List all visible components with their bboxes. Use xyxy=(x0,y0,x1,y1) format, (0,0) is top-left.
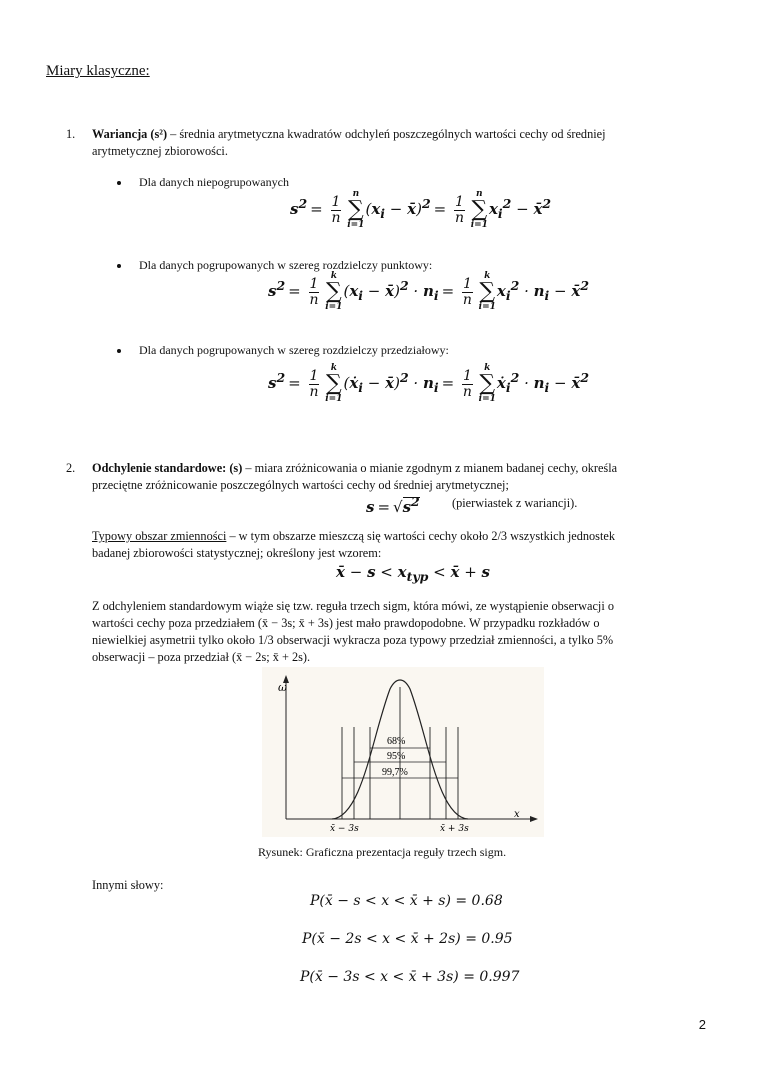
formula-std-dev-note: (pierwiastek z wariancji). xyxy=(452,496,578,510)
bullet-text: Dla danych pogrupowanych w szereg rozdzielczy punktowy: xyxy=(139,258,433,272)
band-95-label: 95% xyxy=(387,751,406,762)
three-sigma-line3: niewielkiej asymetrii tylko około 1/3 obserwacji wykracza poza typowy przedział zmienności, a tylko 5% xyxy=(92,633,614,647)
in-other-words: Innymi słowy: xyxy=(92,878,164,892)
probability-1s: P(x̄ − s < x < x̄ + s) = 0.68 xyxy=(310,893,503,909)
three-sigma-paragraph xyxy=(92,598,706,666)
three-sigma-figure xyxy=(262,667,544,837)
item-1-symbol: (s²) xyxy=(150,127,168,141)
three-sigma-line1: Z odchyleniem standardowym wiąże się tzw. reguła trzech sigm, która mówi, ze wystąpienie obserwacji o xyxy=(92,599,614,613)
bullet-text: Dla danych pogrupowanych w szereg rozdzielczy przedziałowy: xyxy=(139,343,449,357)
right-tick-label: x̄ + 3s xyxy=(440,824,469,834)
figure-caption: Rysunek: Graficzna prezentacja reguły trzech sigm. xyxy=(258,845,507,859)
x-axis-label: x xyxy=(514,809,520,820)
x-axis-arrow xyxy=(530,816,538,822)
item-2 xyxy=(66,460,706,494)
bullet-ungrouped xyxy=(117,175,289,190)
page-heading: Miary klasyczne: xyxy=(46,63,150,79)
item-2-text-line1: – miara zróżnicowania o mianie zgodnym z mianem badanej cechy, określa xyxy=(242,461,618,475)
formula-variance-point: $s^2$ = $\frac{1}{n}$ k ∑ i=1 ($x_i$ − x̄)$^2$ · $n_i$ = $\frac{1}{n}$ k ∑ i=1 $x_i^2 \cdot n_i$ − x̄$^2$ xyxy=(268,271,590,312)
y-axis-label: ω xyxy=(278,681,287,694)
three-sigma-diagram xyxy=(262,667,544,837)
page-number: 2 xyxy=(698,1017,706,1032)
bullet-dot xyxy=(117,181,121,185)
formula-std-dev: $s = √s^2$ xyxy=(366,494,420,516)
bullet-text: Dla danych niepogrupowanych xyxy=(139,175,289,189)
bullet-point-series xyxy=(117,258,432,273)
item-1-number: 1. xyxy=(66,127,76,141)
bullet-interval-series xyxy=(117,343,449,358)
formula-variance-ungrouped: $s^2$ = $\frac{1}{n}$ n ∑ i=1 ($x_i$ − x̄)$^2$ = $\frac{1}{n}$ n ∑ i=1 $x_i^2$ − x̄$^2$ xyxy=(290,189,552,230)
item-2-text-line2: przeciętne zróżnicowanie poszczególnych wartości cechy od średniej arytmetycznej; xyxy=(92,478,509,492)
formula-variance-interval: $s^2$ = $\frac{1}{n}$ k ∑ i=1 (ẋ$_i$ − x̄)$^2$ · $n_i$ = $\frac{1}{n}$ k ∑ i=1 ẋ$_i^2$ · $n_i$ − x̄$^2$ xyxy=(268,363,590,404)
typical-range-line2: badanej zbiorowości statystycznej; określony jest wzorem: xyxy=(92,546,382,560)
bullet-dot xyxy=(117,349,121,353)
typical-range-line1: – w tym obszarze mieszczą się wartości cechy około 2/3 wszystkich jednostek xyxy=(226,529,615,543)
item-1 xyxy=(66,126,706,160)
left-tick-label: x̄ − 3s xyxy=(330,824,359,834)
item-1-text-line1: – średnia arytmetyczna kwadratów odchyleń poszczególnych wartości cechy od średniej xyxy=(167,127,606,141)
item-2-number: 2. xyxy=(66,461,76,475)
item-2-term: Odchylenie standardowe: (s) xyxy=(92,461,243,475)
band-68-label: 68% xyxy=(387,736,406,747)
three-sigma-line4: obserwacji – poza przedział (x̄ − 2s; x̄ + 2s). xyxy=(92,650,311,664)
three-sigma-line2: wartości cechy poza przedziałem (x̄ − 3s; x̄ + 3s) jest mało prawdopodobne. W przypadku rozkładów o xyxy=(92,616,600,630)
typical-range-paragraph xyxy=(92,528,706,562)
item-1-text-line2: arytmetycznej zbiorowości. xyxy=(92,144,228,158)
probability-3s: P(x̄ − 3s < x < x̄ + 3s) = 0.997 xyxy=(300,969,520,985)
bullet-dot xyxy=(117,264,121,268)
typical-range-title: Typowy obszar zmienności xyxy=(92,529,227,543)
formula-typical-range: x̄ − $s < x_{typ}$ < x̄ + s xyxy=(336,563,490,584)
probability-2s: P(x̄ − 2s < x < x̄ + 2s) = 0.95 xyxy=(302,931,513,947)
item-1-term: Wariancja xyxy=(92,127,148,141)
band-997-label: 99,7% xyxy=(382,767,408,778)
